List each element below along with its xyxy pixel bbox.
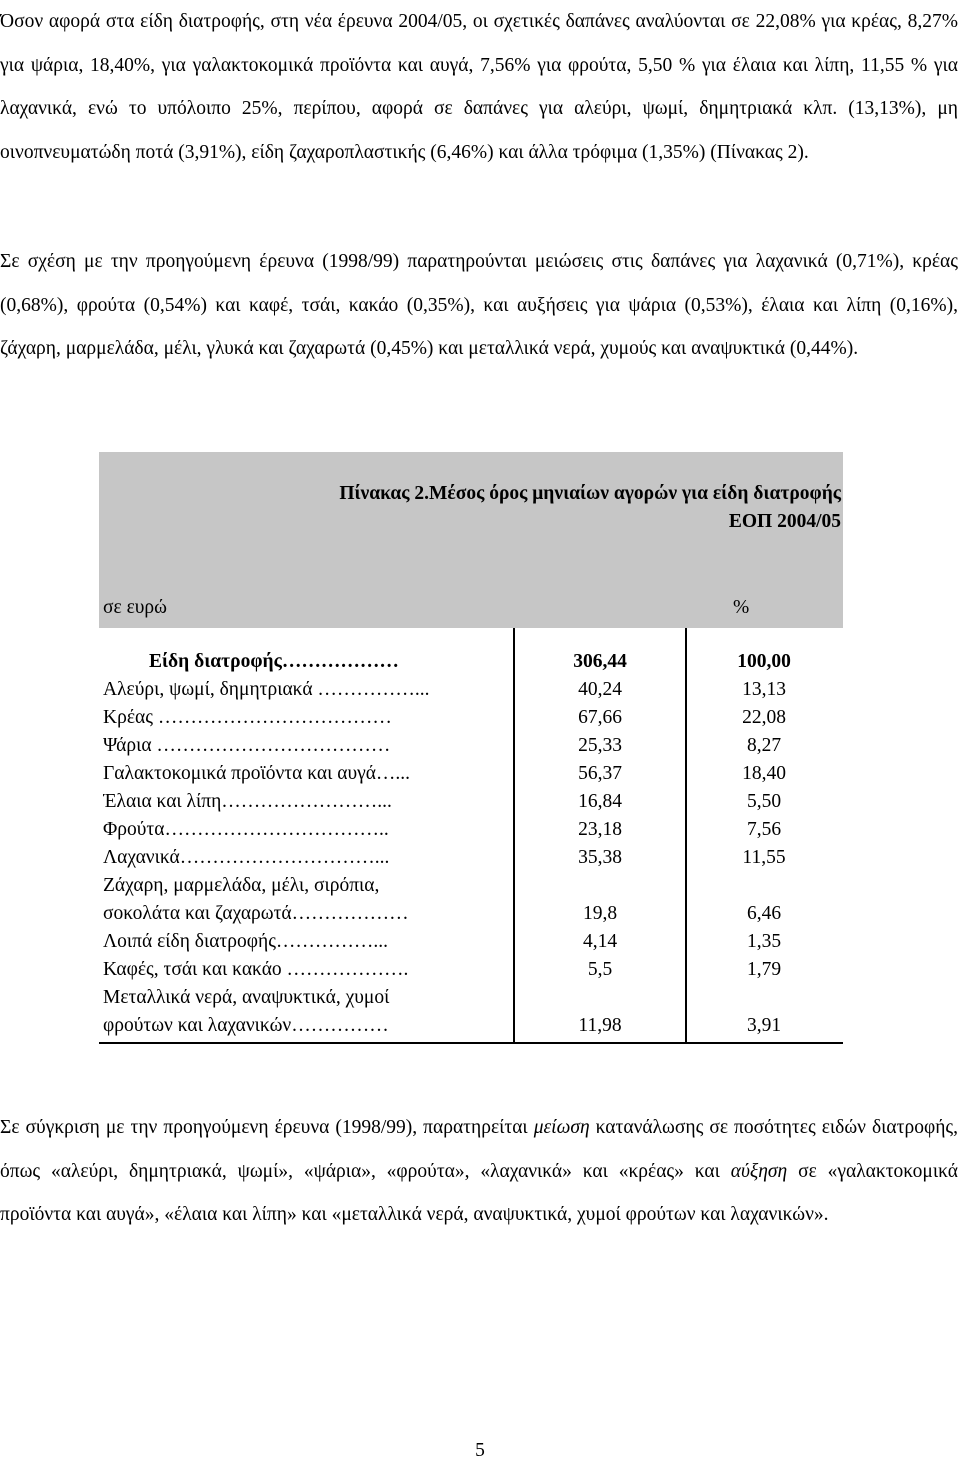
page-number: 5 [475, 1440, 485, 1461]
paragraph-text: κατανάλωσης σε ποσότητες ειδών διατροφής, όπως «αλεύρι, δημητριακά, ψωμί», «ψάρια», «φρούτα», «λαχανικά» και «κρέας» και [0, 1117, 958, 1182]
header-label: Είδη διατροφής……………… [149, 651, 399, 672]
row-eur: 5,5 [587, 959, 613, 980]
table-bottom-rule [99, 1042, 843, 1044]
row-label: Μεταλλικά νερά, αναψυκτικά, χυμοί [103, 987, 390, 1008]
table-caption [339, 480, 841, 536]
row-eur: 23,18 [578, 819, 622, 840]
row-label: Γαλακτοκομικά προϊόντα και αυγά…... [103, 763, 411, 784]
paragraph-text: Σε σύγκριση με την προηγούμενη έρευνα (1998/99), παρατηρείται [0, 1117, 534, 1138]
row-label: Ψάρια ……………………………… [103, 735, 391, 756]
row-eur: 25,33 [578, 735, 622, 756]
row-pct: 18,40 [742, 763, 786, 784]
row-label: Έλαια και λίπη……………………... [103, 791, 392, 812]
paragraph-food-expenses: Όσον αφορά στα είδη διατροφής, στη νέα έρευνα 2004/05, οι σχετικές δαπάνες αναλύονται σε 22,08% για κρέας, 8,27% για ψάρια, 18,40%, για γαλακτοκομικά προϊόντα και αυγά, 7,56% για φρούτα, 5,50 % για έλαια και λίπη, 11,55 % για λαχανικά, ενώ το υπόλοιπο 25%, περίπου, αφορά σε δαπάνες για αλεύρι, ψωμί, δημητριακά κλπ. (13,13%), μη οινοπνευματώδη ποτά (3,91%), είδη ζαχαροπλαστικής (6,46%) και άλλα τρόφιμα (1,35%) (Πίνακας 2). [0, 11, 958, 163]
header-pct: 100,00 [737, 651, 791, 672]
table-caption-area [99, 452, 843, 628]
row-eur: 11,98 [578, 1015, 622, 1036]
row-label: Καφές, τσάι και κακάο ………………. [103, 959, 409, 980]
row-label: Φρούτα…………………………….. [103, 819, 389, 840]
units-percent-label: % [733, 597, 750, 618]
row-eur: 35,38 [578, 847, 622, 868]
row-label-continued: φρούτων και λαχανικών…………… [103, 1015, 389, 1036]
units-euro-label: σε ευρώ [103, 597, 167, 618]
row-label: Αλεύρι, ψωμί, δημητριακά ……………... [103, 679, 430, 700]
header-eur: 306,44 [573, 651, 627, 672]
row-label-continued: σοκολάτα και ζαχαρωτά……………… [103, 903, 409, 924]
row-pct: 5,50 [746, 791, 782, 812]
row-eur: 4,14 [582, 931, 618, 952]
row-eur: 67,66 [578, 707, 622, 728]
row-label: Λοιπά είδη διατροφής……………... [103, 931, 389, 952]
emphasis-increase: αύξηση [730, 1160, 788, 1182]
row-label: Κρέας ……………………………… [103, 707, 392, 728]
table-caption-title: Πίνακας 2.Μέσος όρος μηνιαίων αγορών για είδη διατροφής [339, 483, 841, 504]
food-purchases-table [99, 452, 843, 1044]
row-eur: 56,37 [578, 763, 622, 784]
row-pct: 22,08 [742, 707, 786, 728]
row-eur: 16,84 [578, 791, 622, 812]
paragraph-consumption-comparison [0, 1106, 958, 1237]
row-pct: 3,91 [746, 1015, 782, 1036]
row-eur: 19,8 [582, 903, 618, 924]
row-label: Ζάχαρη, μαρμελάδα, μέλι, σιρόπια, [103, 875, 380, 896]
row-label: Λαχανικά…………………………... [103, 847, 390, 868]
table-grid [99, 628, 843, 1044]
table-caption-survey: ΕΟΠ 2004/05 [728, 511, 841, 532]
row-pct: 13,13 [742, 679, 786, 700]
row-eur: 40,24 [578, 679, 622, 700]
row-pct: 6,46 [746, 903, 782, 924]
paragraph-comparison-previous-survey: Σε σχέση με την προηγούμενη έρευνα (1998/99) παρατηρούνται μειώσεις στις δαπάνες για λαχανικά (0,71%), κρέας (0,68%), φρούτα (0,54%) και καφέ, τσάι, κακάο (0,35%), και αυξήσεις για ψάρια (0,53%), έλαια και λίπη (0,16%), ζάχαρη, μαρμελάδα, μέλι, γλυκά και ζαχαρωτά (0,45%) και μεταλλικά νερά, χυμούς και αναψυκτικά (0,44%). [0, 251, 958, 359]
row-pct: 1,79 [746, 959, 782, 980]
row-pct: 1,35 [746, 931, 782, 952]
row-pct: 7,56 [746, 819, 782, 840]
paragraph-text: σε «γαλακτοκομικά προϊόντα και αυγά», «έλαια και λίπη» και «μεταλλικά νερά, αναψυκτικά, χυμοί φρούτων και λαχανικών». [0, 1160, 958, 1225]
emphasis-decrease: μείωση [533, 1117, 590, 1138]
row-pct: 11,55 [742, 847, 786, 868]
row-pct: 8,27 [746, 735, 782, 756]
